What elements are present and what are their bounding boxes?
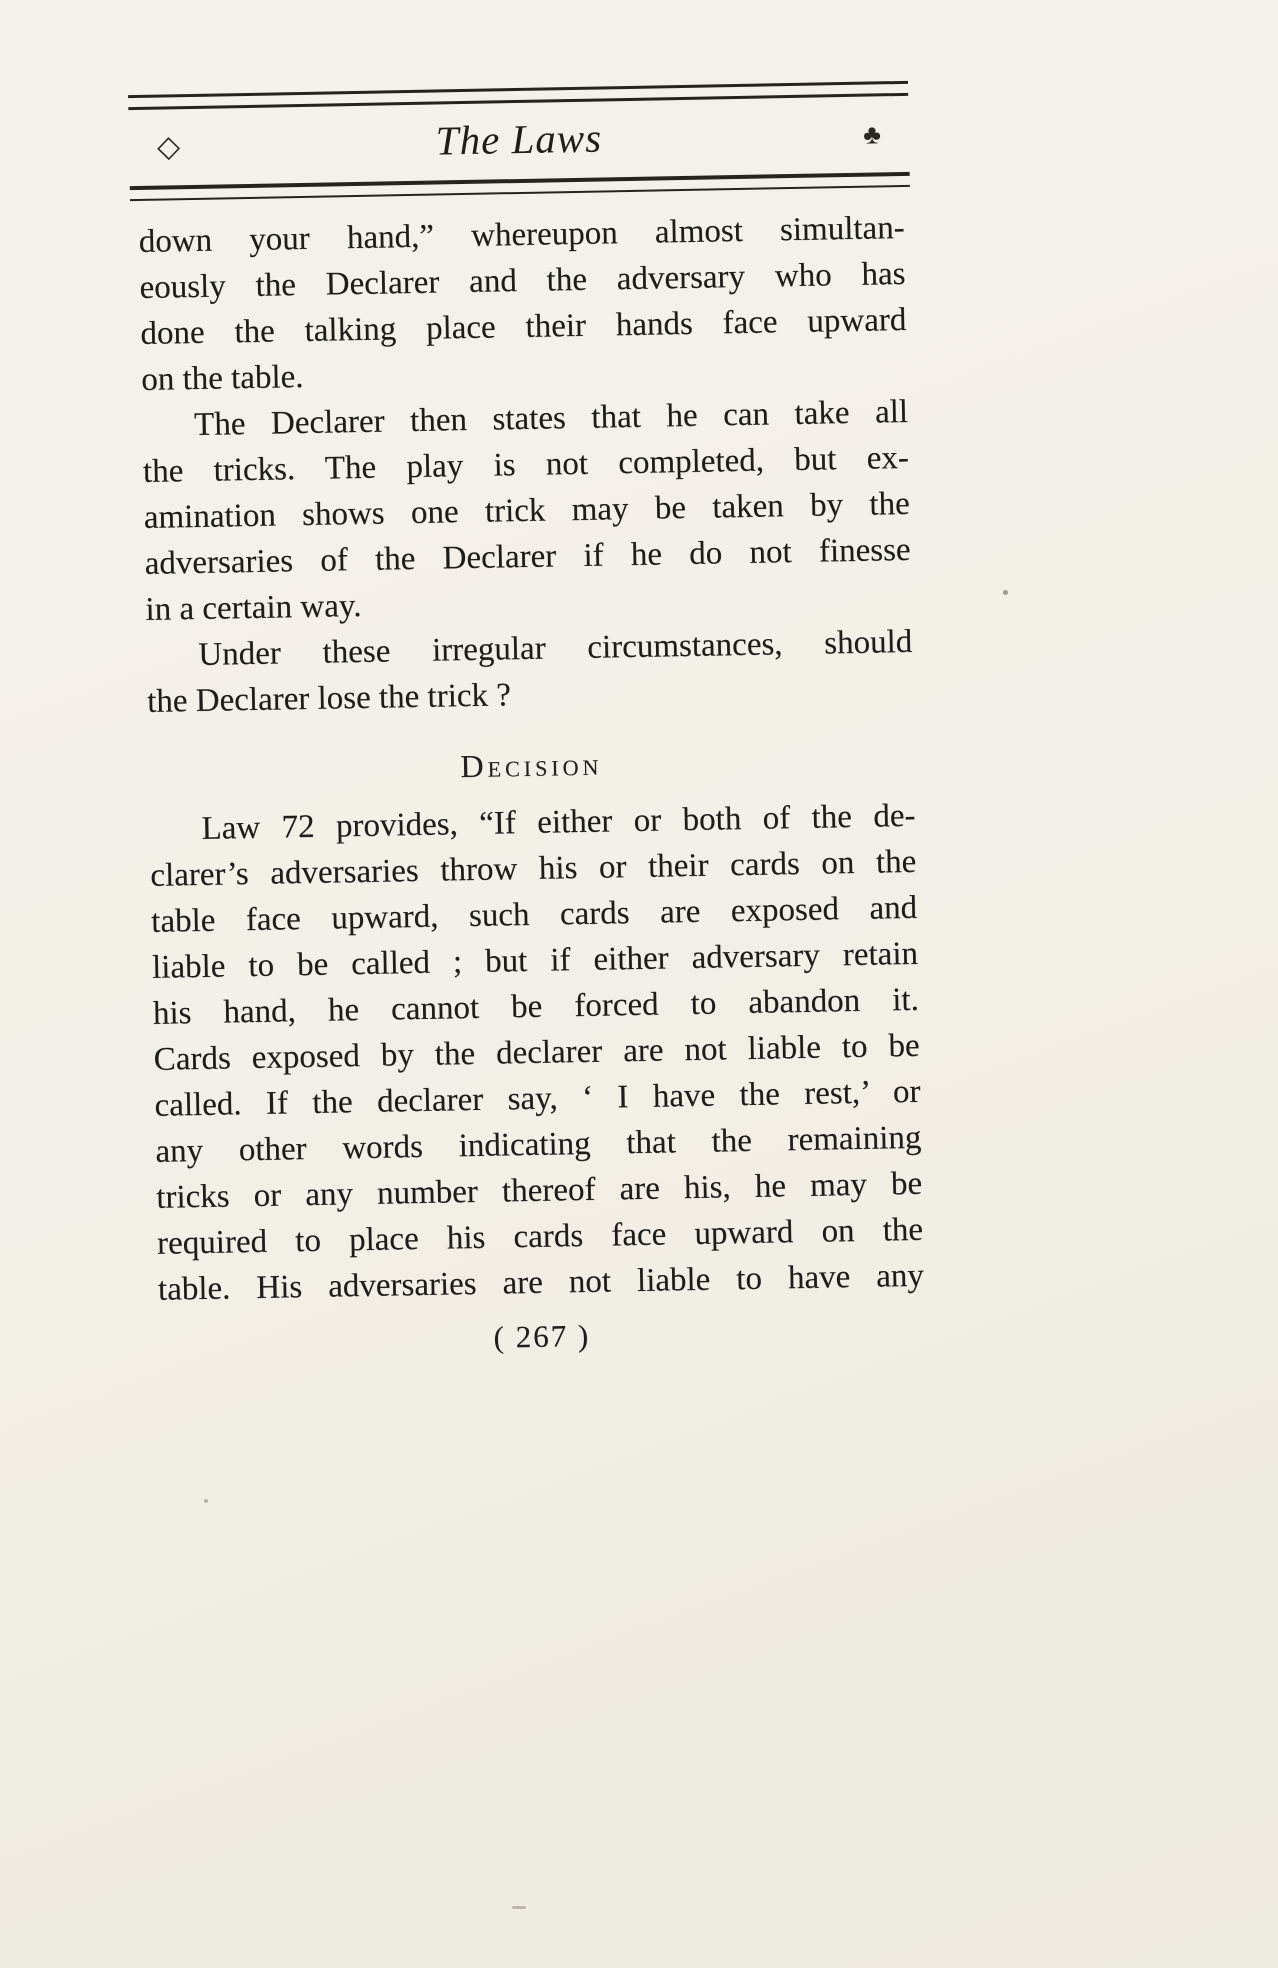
page-header bbox=[128, 96, 909, 186]
text-line: Cards exposed by the declarer are not liable to be bbox=[153, 1027, 920, 1078]
section-heading-decision: Decision bbox=[460, 745, 603, 785]
text-line: any other words indicating that the remaining bbox=[155, 1119, 922, 1170]
diamond-suit-icon: ◇ bbox=[156, 130, 181, 164]
text-line: in a certain way. bbox=[145, 587, 362, 628]
text-line: his hand, he cannot be forced to abandon it. bbox=[152, 981, 920, 1032]
text-line: tricks or any number thereof are his, he may be bbox=[155, 1165, 923, 1216]
text-line: amination shows one trick may be taken by the bbox=[143, 485, 911, 536]
text-line: table. His adversaries are not liable to have any bbox=[157, 1257, 925, 1308]
scan-speck bbox=[512, 1906, 526, 1909]
text-line: down your hand,” whereupon almost simultan- bbox=[138, 209, 905, 260]
text-line: table face upward, such cards are exposed and bbox=[150, 889, 918, 940]
text-line: called. If the declarer say, ‘ I have the rest,’ or bbox=[154, 1073, 921, 1124]
text-line: the Declarer lose the trick ? bbox=[146, 677, 512, 720]
text-line: clarer’s adversaries throw his or their cards on the bbox=[150, 843, 917, 894]
text-line: Law 72 provides, “If either or both of the de- bbox=[201, 797, 916, 847]
body-text bbox=[130, 205, 931, 1367]
text-line: Under these irregular circumstances, should bbox=[198, 623, 913, 673]
text-line: liable to be called ; but if either adversary retain bbox=[151, 935, 919, 986]
scan-speck bbox=[1003, 590, 1008, 595]
text-line: eously the Declarer and the adversary who has bbox=[139, 255, 906, 306]
text-line: the tricks. The play is not completed, but ex- bbox=[142, 439, 910, 490]
page-content bbox=[128, 81, 931, 1367]
text-line: done the talking place their hands face upward bbox=[140, 301, 907, 352]
text-line: The Declarer then states that he can take all bbox=[193, 393, 909, 443]
scan-speck bbox=[204, 1499, 208, 1503]
running-title: The Laws bbox=[435, 114, 603, 164]
text-line: adversaries of the Declarer if he do not finesse bbox=[144, 531, 911, 582]
page-number: ( 267 ) bbox=[493, 1317, 591, 1355]
text-line: required to place his cards face upward on the bbox=[156, 1211, 924, 1262]
club-suit-icon: ♣ bbox=[862, 118, 882, 150]
text-line: on the table. bbox=[140, 358, 304, 398]
